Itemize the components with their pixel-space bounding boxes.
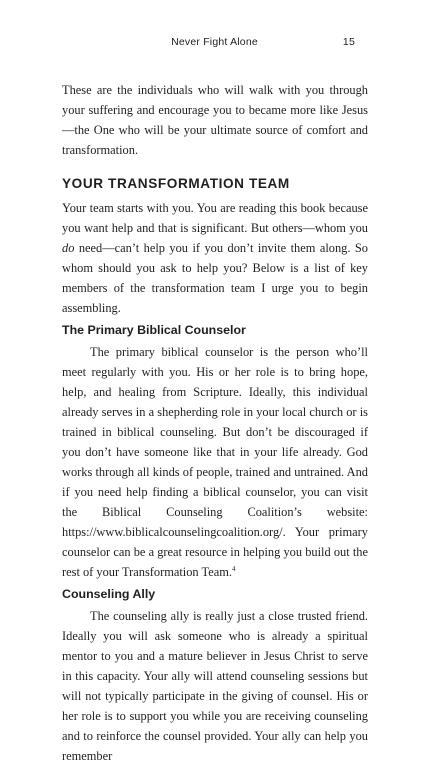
ally-heading: Counseling Ally — [62, 587, 156, 601]
page-number: 15 — [342, 36, 355, 48]
running-head — [0, 36, 429, 50]
section-heading: YOUR TRANSFORMATION TEAM — [62, 176, 290, 191]
page-body — [62, 80, 368, 766]
running-title: Never Fight Alone — [171, 36, 258, 48]
footnote-reference: 4 — [231, 564, 236, 573]
intro-paragraph: These are the individuals who will walk with you through your suffering and encourage you to became more like Jesus—the One who will be your ultimate source of comfort and transformation. — [62, 83, 368, 157]
section-paragraph — [62, 198, 368, 318]
counselor-paragraph — [62, 342, 368, 582]
section-paragraph-text-2: need—can’t help you if you don’t invite them along. So whom should you ask to help you? Below is a list of key members of the transformation team I urge you to begin assembling. — [62, 241, 368, 315]
section-paragraph-text-1: Your team starts with you. You are reading this book because you want help and that is significant. But others—whom you — [62, 201, 368, 235]
ally-paragraph: The counseling ally is really just a close trusted friend. Ideally you will ask someone who is already a spiritual mentor to you and a mature believer in Jesus Christ to serve in this capacity. Your ally will attend counseling sessions but will not typically participate in the giving of counsel. His or her role is to support you while you are receiving counseling and to reinforce the counsel provided. Your ally can help you remember — [62, 609, 368, 763]
section-paragraph-emphasis: do — [62, 241, 75, 255]
counselor-paragraph-text: The primary biblical counselor is the person who’ll meet regularly with you. His or her role is to bring hope, help, and healing from Scripture. Ideally, this individual already serves in a shepherding role in your local church or is trained in biblical counseling. But don’t be discouraged if you don’t have someone like that in your life already. God works through all kinds of people, trained and untrained. And if you need help finding a biblical counselor, you can visit the Biblical Counseling Coalition’s website: https://www.biblicalcounselingcoalition.org/. Your primary counselor can be a great resource in helping you build out the rest of your Transformation Team. — [62, 345, 368, 579]
counselor-heading: The Primary Biblical Counselor — [62, 323, 246, 337]
